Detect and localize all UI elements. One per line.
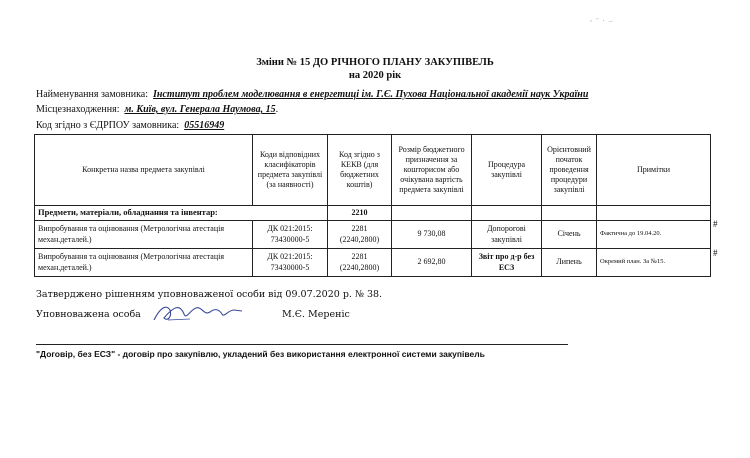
row-note: Окремий план. За №15. [597, 249, 711, 277]
header-notes: Примітки [597, 135, 711, 206]
section-code: 2210 [328, 206, 392, 221]
row-classifier: ДК 021:2015: 73430000-5 [253, 221, 328, 249]
section-empty [597, 206, 711, 221]
row-mark: # [713, 248, 718, 258]
footnote: "Договір, без ЕСЗ" - договір про закупівлю, укладений без використання електронної системи закупівель [36, 349, 485, 359]
edrpou-line [36, 120, 224, 131]
document-subtitle: на 2020 рік [348, 70, 402, 81]
row-amount: 2 692,80 [392, 249, 472, 277]
customer-label: Найменування замовника: [36, 89, 149, 100]
row-kekv: 2281 (2240,2800) [328, 221, 392, 249]
header-classifier: Коди відповідних класифікаторів предмета закупівлі (за наявності) [253, 135, 328, 206]
row-amount: 9 730,08 [392, 221, 472, 249]
edrpou-label: Код згідно з ЄДРПОУ замовника: [36, 120, 180, 131]
header-start: Орієнтовний початок проведення процедури закупівлі [542, 135, 597, 206]
row-start: Липень [542, 249, 597, 277]
row-name: Випробування та оцінювання (Метрологічна атестація механ.деталей.) [35, 249, 253, 277]
header-amount: Розмір бюджетного призначення за кошторисом або очікувана вартість предмета закупівлі [392, 135, 472, 206]
footnote-rule [36, 344, 568, 345]
section-row [35, 206, 711, 221]
row-start: Січень [542, 221, 597, 249]
signature-scribble [150, 300, 250, 326]
row-procedure: Допорогові закупівлі [472, 221, 542, 249]
header-item-name: Конкретна назва предмета закупівлі [35, 135, 253, 206]
edrpou-value: 05516949 [184, 120, 225, 131]
section-empty [542, 206, 597, 221]
section-label: Предмети, матеріали, обладнання та інвентар: [35, 206, 328, 221]
header-procedure: Процедура закупівлі [472, 135, 542, 206]
document-title: Зміни № 15 ДО РІЧНОГО ПЛАНУ ЗАКУПІВЕЛЬ [256, 57, 494, 68]
row-kekv: 2281 (2240,2800) [328, 249, 392, 277]
customer-name: Інститут проблем моделювання в енергетиці ім. Г.Є. Пухова Національної академії наук України [153, 89, 589, 100]
row-mark: # [713, 219, 718, 229]
row-classifier: ДК 021:2015: 73430000-5 [253, 249, 328, 277]
location-label: Місцезнаходження: [36, 104, 120, 115]
scan-marks: , - . _ [590, 14, 614, 23]
location-line [36, 104, 278, 115]
signatory-name: М.Є. Мереніс [282, 309, 350, 320]
customer-line [36, 89, 588, 100]
table-row [35, 221, 711, 249]
section-empty [472, 206, 542, 221]
table-header-row [35, 135, 711, 206]
row-note: Фактична до 19.04.20. [597, 221, 711, 249]
approval-text: Затверджено рішенням уповноваженої особи від 09.07.2020 р. № 38. [36, 289, 383, 300]
signatory-role: Уповноважена особа [36, 309, 141, 320]
section-empty [392, 206, 472, 221]
row-procedure: Звіт про д-р без ЕСЗ [472, 249, 542, 277]
table-row [35, 249, 711, 277]
procurement-table [34, 134, 711, 277]
header-kekv: Код згідно з КЕКВ (для бюджетних коштів) [328, 135, 392, 206]
location-tail: . [275, 104, 279, 115]
location-value: м. Київ, вул. Генерала Наумова, 15 [124, 104, 276, 115]
row-name: Випробування та оцінювання (Метрологічна атестація механ.деталей.) [35, 221, 253, 249]
